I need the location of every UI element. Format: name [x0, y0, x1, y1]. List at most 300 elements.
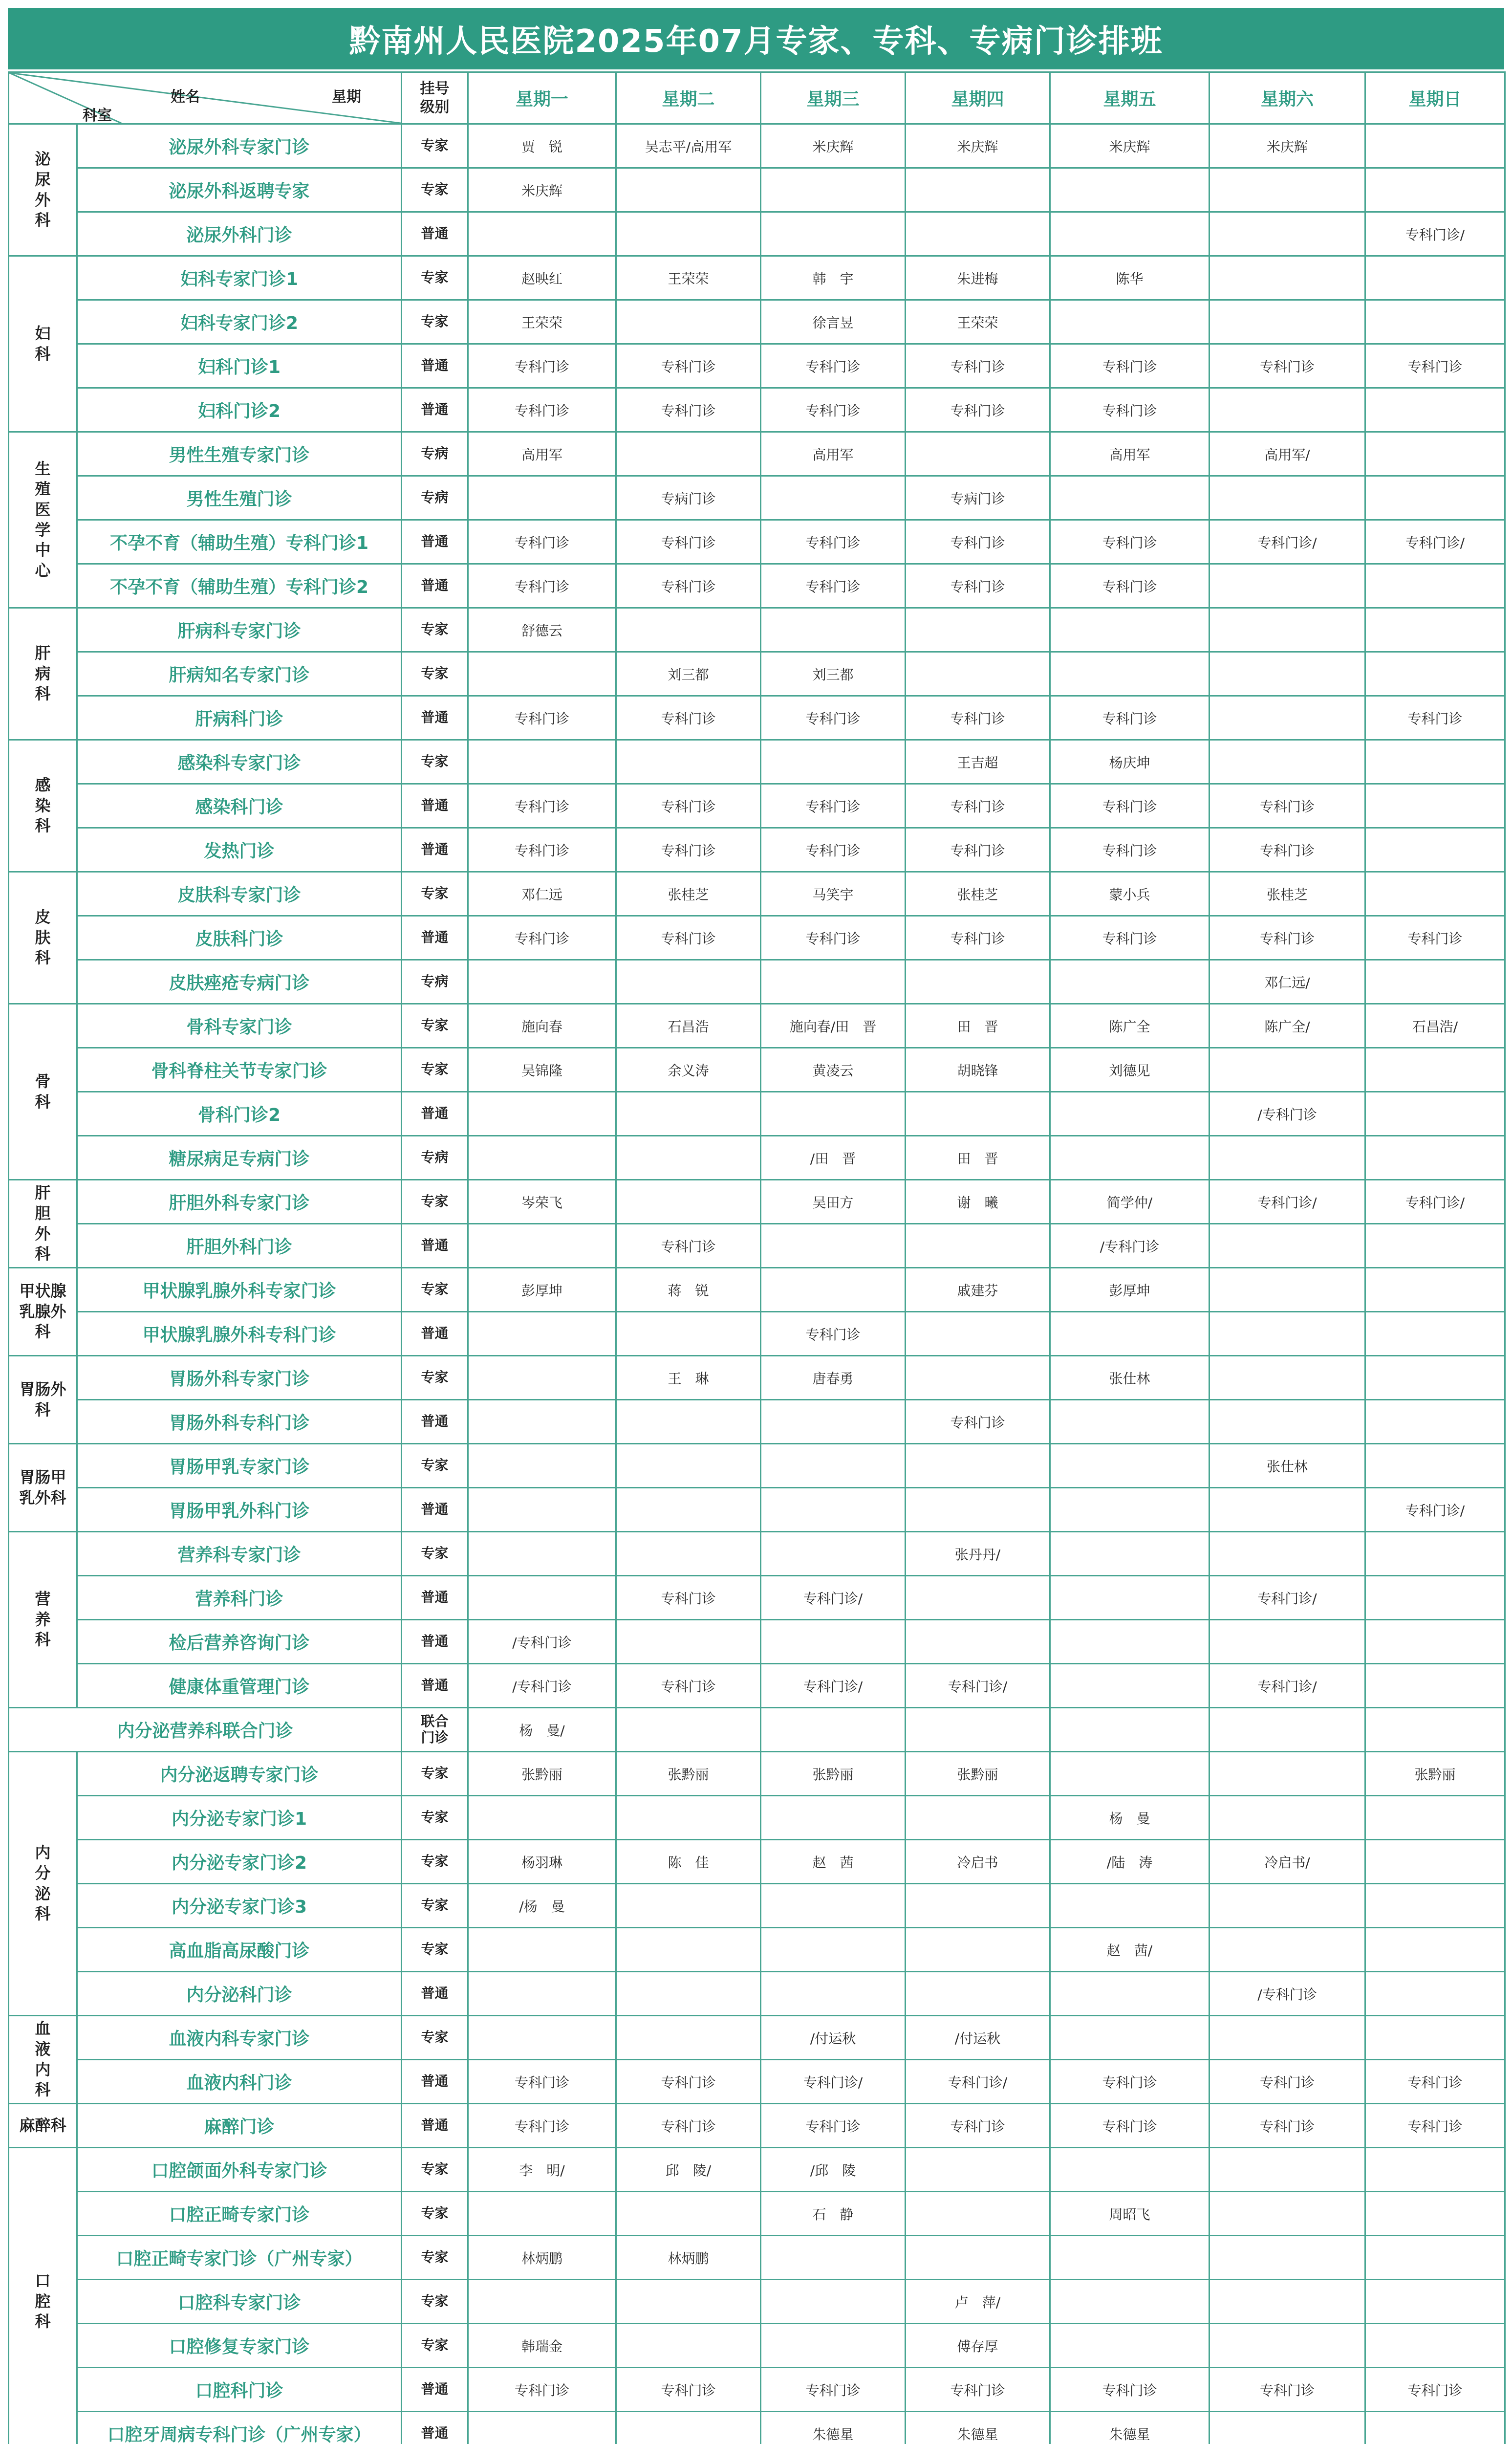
schedule-cell-tue — [616, 1620, 761, 1664]
schedule-cell-mon — [468, 476, 616, 520]
schedule-cell-thu: 专科门诊 — [906, 388, 1050, 432]
schedule-cell-sat: 专科门诊 — [1210, 916, 1365, 960]
schedule-cell-sun: 专科门诊/ — [1365, 520, 1505, 564]
schedule-cell-sun — [1365, 2016, 1505, 2060]
registration-level: 专家 — [402, 124, 468, 168]
registration-level: 普通 — [402, 2368, 468, 2412]
schedule-cell-sat — [1210, 740, 1365, 784]
department-name: 营 养 科 — [9, 1532, 77, 1708]
schedule-cell-mon — [468, 1444, 616, 1488]
schedule-cell-wed: 专科门诊 — [761, 828, 906, 872]
schedule-cell-thu: 田 晋 — [906, 1004, 1050, 1048]
schedule-cell-tue: 专科门诊 — [616, 1576, 761, 1620]
schedule-cell-sun — [1365, 1928, 1505, 1972]
clinic-name: 肝胆外科门诊 — [77, 1224, 402, 1268]
schedule-cell-thu — [906, 212, 1050, 256]
schedule-cell-fri: /专科门诊 — [1050, 1224, 1210, 1268]
clinic-name: 营养科专家门诊 — [77, 1532, 402, 1576]
schedule-cell-sun — [1365, 1444, 1505, 1488]
registration-level: 专家 — [402, 300, 468, 344]
schedule-cell-sat: 专科门诊/ — [1210, 1664, 1365, 1708]
schedule-cell-wed — [761, 1972, 906, 2016]
schedule-row — [9, 300, 1505, 344]
schedule-cell-sat — [1210, 1400, 1365, 1444]
schedule-cell-tue: 专科门诊 — [616, 2104, 761, 2148]
schedule-cell-fri: /陆 涛 — [1050, 1840, 1210, 1884]
schedule-cell-thu — [906, 1092, 1050, 1136]
schedule-cell-sun — [1365, 740, 1505, 784]
registration-level: 专家 — [402, 1532, 468, 1576]
schedule-cell-mon: 专科门诊 — [468, 520, 616, 564]
schedule-cell-tue — [616, 1400, 761, 1444]
schedule-cell-sat — [1210, 1488, 1365, 1532]
schedule-cell-thu: 冷启书 — [906, 1840, 1050, 1884]
schedule-cell-mon — [468, 960, 616, 1004]
schedule-cell-tue — [616, 1136, 761, 1180]
schedule-cell-thu: 专科门诊 — [906, 828, 1050, 872]
registration-level: 专家 — [402, 1444, 468, 1488]
schedule-row — [9, 1224, 1505, 1268]
schedule-cell-tue — [616, 1928, 761, 1972]
schedule-row — [9, 168, 1505, 212]
schedule-cell-fri: 高用军 — [1050, 432, 1210, 476]
schedule-cell-mon — [468, 1972, 616, 2016]
schedule-cell-sun — [1365, 2412, 1505, 2444]
schedule-cell-wed — [761, 1488, 906, 1532]
schedule-cell-sat — [1210, 2412, 1365, 2444]
schedule-cell-thu: 朱德星 — [906, 2412, 1050, 2444]
clinic-name: 营养科门诊 — [77, 1576, 402, 1620]
schedule-row — [9, 1972, 1505, 2016]
schedule-cell-sat — [1210, 608, 1365, 652]
clinic-name: 内分泌科门诊 — [77, 1972, 402, 2016]
schedule-cell-wed — [761, 212, 906, 256]
schedule-cell-thu: 王荣荣 — [906, 300, 1050, 344]
schedule-cell-fri — [1050, 1620, 1210, 1664]
schedule-cell-mon — [468, 1532, 616, 1576]
schedule-cell-sat — [1210, 2192, 1365, 2236]
schedule-cell-wed: 赵 茜 — [761, 1840, 906, 1884]
registration-level: 专家 — [402, 1356, 468, 1400]
page-title: 黔南州人民医院2025年07月专家、专科、专病门诊排班 — [349, 23, 1163, 60]
schedule-cell-thu — [906, 168, 1050, 212]
schedule-row — [9, 1136, 1505, 1180]
clinic-name: 内分泌专家门诊1 — [77, 1796, 402, 1840]
schedule-cell-mon — [468, 1400, 616, 1444]
registration-level: 普通 — [402, 388, 468, 432]
schedule-row — [9, 124, 1505, 168]
schedule-cell-wed: 朱德星 — [761, 2412, 906, 2444]
schedule-cell-wed: 专科门诊/ — [761, 2060, 906, 2104]
schedule-cell-sun — [1365, 2236, 1505, 2280]
registration-level: 专病 — [402, 1136, 468, 1180]
schedule-cell-tue: 专科门诊 — [616, 696, 761, 740]
schedule-cell-tue: 专病门诊 — [616, 476, 761, 520]
schedule-cell-wed: /付运秋 — [761, 2016, 906, 2060]
schedule-row — [9, 1884, 1505, 1928]
schedule-cell-tue — [616, 2016, 761, 2060]
schedule-cell-tue: 专科门诊 — [616, 564, 761, 608]
schedule-cell-sat — [1210, 1928, 1365, 1972]
schedule-cell-tue: 专科门诊 — [616, 1224, 761, 1268]
schedule-cell-wed: 专科门诊 — [761, 696, 906, 740]
schedule-cell-fri — [1050, 2016, 1210, 2060]
schedule-cell-fri — [1050, 1400, 1210, 1444]
schedule-row — [9, 1840, 1505, 1884]
schedule-cell-sat: 专科门诊 — [1210, 784, 1365, 828]
schedule-cell-fri — [1050, 1576, 1210, 1620]
schedule-cell-thu: 卢 萍/ — [906, 2280, 1050, 2324]
schedule-cell-thu — [906, 1620, 1050, 1664]
schedule-cell-fri — [1050, 2324, 1210, 2368]
clinic-name: 骨科门诊2 — [77, 1092, 402, 1136]
schedule-cell-fri: 蒙小兵 — [1050, 872, 1210, 916]
schedule-cell-wed: /田 晋 — [761, 1136, 906, 1180]
schedule-cell-fri — [1050, 1312, 1210, 1356]
clinic-name: 血液内科门诊 — [77, 2060, 402, 2104]
schedule-cell-mon: 施向春 — [468, 1004, 616, 1048]
schedule-cell-sat — [1210, 1796, 1365, 1840]
schedule-cell-mon: 邓仁远 — [468, 872, 616, 916]
schedule-cell-fri: 专科门诊 — [1050, 564, 1210, 608]
schedule-cell-wed: 专科门诊/ — [761, 1576, 906, 1620]
schedule-cell-mon: 专科门诊 — [468, 2368, 616, 2412]
schedule-cell-sun — [1365, 1532, 1505, 1576]
schedule-cell-fri — [1050, 2148, 1210, 2192]
schedule-row — [9, 388, 1505, 432]
registration-level: 专家 — [402, 1004, 468, 1048]
schedule-cell-thu: 戚建芬 — [906, 1268, 1050, 1312]
schedule-cell-thu — [906, 1884, 1050, 1928]
schedule-cell-mon — [468, 2016, 616, 2060]
clinic-name: 甲状腺乳腺外科专家门诊 — [77, 1268, 402, 1312]
registration-level: 普通 — [402, 2412, 468, 2444]
schedule-cell-sun — [1365, 784, 1505, 828]
schedule-row — [9, 608, 1505, 652]
schedule-row — [9, 256, 1505, 300]
schedule-cell-fri — [1050, 960, 1210, 1004]
schedule-cell-mon: 林炳鹏 — [468, 2236, 616, 2280]
clinic-name: 口腔科专家门诊 — [77, 2280, 402, 2324]
schedule-cell-tue: 蒋 锐 — [616, 1268, 761, 1312]
header-corner-cell — [9, 72, 402, 124]
schedule-row — [9, 916, 1505, 960]
schedule-row — [9, 1092, 1505, 1136]
registration-level: 专家 — [402, 1840, 468, 1884]
schedule-cell-fri — [1050, 300, 1210, 344]
schedule-cell-mon: 舒德云 — [468, 608, 616, 652]
clinic-name: 胃肠甲乳专家门诊 — [77, 1444, 402, 1488]
schedule-cell-sat: 专科门诊 — [1210, 2060, 1365, 2104]
schedule-cell-sat: 米庆辉 — [1210, 124, 1365, 168]
schedule-cell-wed: 施向春/田 晋 — [761, 1004, 906, 1048]
schedule-cell-wed: 刘三都 — [761, 652, 906, 696]
schedule-cell-wed — [761, 476, 906, 520]
schedule-cell-tue: 专科门诊 — [616, 520, 761, 564]
schedule-cell-fri — [1050, 608, 1210, 652]
schedule-cell-wed — [761, 2280, 906, 2324]
schedule-table — [8, 71, 1506, 2444]
schedule-cell-tue: 专科门诊 — [616, 344, 761, 388]
schedule-cell-mon: 专科门诊 — [468, 828, 616, 872]
schedule-cell-fri — [1050, 1664, 1210, 1708]
schedule-cell-sat — [1210, 212, 1365, 256]
schedule-cell-sat: 专科门诊/ — [1210, 520, 1365, 564]
schedule-cell-mon — [468, 2412, 616, 2444]
schedule-cell-mon: 专科门诊 — [468, 2060, 616, 2104]
schedule-row — [9, 872, 1505, 916]
department-name: 肝 病 科 — [9, 608, 77, 740]
schedule-cell-sun — [1365, 1224, 1505, 1268]
clinic-name: 健康体重管理门诊 — [77, 1664, 402, 1708]
schedule-cell-tue: 吴志平/高用军 — [616, 124, 761, 168]
schedule-cell-wed: /邱 陵 — [761, 2148, 906, 2192]
schedule-cell-fri — [1050, 212, 1210, 256]
schedule-cell-sun — [1365, 2192, 1505, 2236]
schedule-cell-sat: 冷启书/ — [1210, 1840, 1365, 1884]
clinic-name: 妇科专家门诊1 — [77, 256, 402, 300]
schedule-cell-sun — [1365, 1312, 1505, 1356]
schedule-cell-tue: 专科门诊 — [616, 388, 761, 432]
registration-level: 专家 — [402, 1268, 468, 1312]
schedule-cell-fri: 专科门诊 — [1050, 784, 1210, 828]
schedule-cell-sat — [1210, 1312, 1365, 1356]
schedule-cell-sat — [1210, 1048, 1365, 1092]
schedule-cell-wed: 专科门诊 — [761, 520, 906, 564]
registration-level: 普通 — [402, 564, 468, 608]
schedule-cell-sun — [1365, 1576, 1505, 1620]
schedule-cell-tue: 陈 佳 — [616, 1840, 761, 1884]
schedule-cell-fri: 周昭飞 — [1050, 2192, 1210, 2236]
header-day-tue: 星期二 — [616, 72, 761, 124]
schedule-cell-sun — [1365, 432, 1505, 476]
registration-level: 普通 — [402, 2060, 468, 2104]
schedule-cell-tue — [616, 1444, 761, 1488]
schedule-cell-mon: 杨 曼/ — [468, 1708, 616, 1752]
department-name: 骨 科 — [9, 1004, 77, 1180]
schedule-cell-wed: 专科门诊 — [761, 388, 906, 432]
registration-level: 专家 — [402, 608, 468, 652]
schedule-cell-wed: 张黔丽 — [761, 1752, 906, 1796]
schedule-cell-fri: 杨 曼 — [1050, 1796, 1210, 1840]
schedule-cell-tue — [616, 740, 761, 784]
clinic-name: 发热门诊 — [77, 828, 402, 872]
schedule-row — [9, 1576, 1505, 1620]
schedule-cell-thu — [906, 1444, 1050, 1488]
schedule-cell-mon: 赵映红 — [468, 256, 616, 300]
schedule-cell-mon — [468, 212, 616, 256]
registration-level: 专家 — [402, 2236, 468, 2280]
schedule-cell-sun — [1365, 1884, 1505, 1928]
schedule-row — [9, 784, 1505, 828]
registration-level: 普通 — [402, 344, 468, 388]
schedule-cell-sun — [1365, 1796, 1505, 1840]
schedule-cell-wed — [761, 168, 906, 212]
registration-level: 普通 — [402, 1092, 468, 1136]
header-day-mon: 星期一 — [468, 72, 616, 124]
schedule-cell-sun — [1365, 960, 1505, 1004]
schedule-cell-sat — [1210, 1884, 1365, 1928]
registration-level: 普通 — [402, 1312, 468, 1356]
schedule-cell-thu: 专科门诊 — [906, 916, 1050, 960]
schedule-cell-thu — [906, 652, 1050, 696]
department-name: 皮 肤 科 — [9, 872, 77, 1004]
schedule-row — [9, 2104, 1505, 2148]
schedule-cell-mon: 吴锦隆 — [468, 1048, 616, 1092]
schedule-cell-thu: 专科门诊 — [906, 2368, 1050, 2412]
registration-level: 普通 — [402, 1488, 468, 1532]
schedule-cell-fri — [1050, 168, 1210, 212]
schedule-cell-thu: 张丹丹/ — [906, 1532, 1050, 1576]
schedule-cell-fri: 专科门诊 — [1050, 828, 1210, 872]
schedule-cell-mon — [468, 2280, 616, 2324]
schedule-cell-thu — [906, 960, 1050, 1004]
schedule-cell-tue: 林炳鹏 — [616, 2236, 761, 2280]
clinic-name: 糖尿病足专病门诊 — [77, 1136, 402, 1180]
schedule-cell-wed — [761, 1224, 906, 1268]
schedule-cell-fri: 专科门诊 — [1050, 696, 1210, 740]
schedule-row — [9, 1488, 1505, 1532]
schedule-cell-sun: 专科门诊/ — [1365, 1180, 1505, 1224]
schedule-cell-sun — [1365, 652, 1505, 696]
clinic-name: 骨科专家门诊 — [77, 1004, 402, 1048]
registration-level: 专家 — [402, 2280, 468, 2324]
schedule-cell-sat — [1210, 300, 1365, 344]
schedule-cell-mon: 王荣荣 — [468, 300, 616, 344]
schedule-cell-fri: 专科门诊 — [1050, 2104, 1210, 2148]
schedule-cell-sun: 专科门诊 — [1365, 344, 1505, 388]
schedule-row — [9, 344, 1505, 388]
schedule-cell-mon — [468, 2192, 616, 2236]
schedule-cell-sun — [1365, 388, 1505, 432]
schedule-cell-sun: 张黔丽 — [1365, 1752, 1505, 1796]
schedule-cell-sat: /专科门诊 — [1210, 1972, 1365, 2016]
schedule-cell-mon — [468, 1356, 616, 1400]
schedule-cell-sat — [1210, 2324, 1365, 2368]
clinic-name: 检后营养咨询门诊 — [77, 1620, 402, 1664]
schedule-cell-sun — [1365, 1664, 1505, 1708]
schedule-cell-wed — [761, 1092, 906, 1136]
registration-level: 联合 门诊 — [402, 1708, 468, 1752]
schedule-cell-tue: 王 琳 — [616, 1356, 761, 1400]
schedule-cell-wed: 专科门诊 — [761, 916, 906, 960]
schedule-cell-sat — [1210, 696, 1365, 740]
schedule-row — [9, 1796, 1505, 1840]
schedule-cell-thu — [906, 1972, 1050, 2016]
schedule-cell-thu — [906, 432, 1050, 476]
schedule-body — [9, 124, 1505, 2444]
registration-level: 专家 — [402, 1884, 468, 1928]
schedule-row — [9, 1664, 1505, 1708]
registration-level: 专家 — [402, 1048, 468, 1092]
schedule-cell-sat: 专科门诊/ — [1210, 1576, 1365, 1620]
schedule-cell-fri: 专科门诊 — [1050, 520, 1210, 564]
schedule-cell-sat — [1210, 1752, 1365, 1796]
schedule-cell-sat — [1210, 1356, 1365, 1400]
schedule-cell-fri: 专科门诊 — [1050, 344, 1210, 388]
schedule-cell-tue — [616, 1532, 761, 1576]
schedule-cell-mon: 高用军 — [468, 432, 616, 476]
schedule-cell-sat — [1210, 256, 1365, 300]
schedule-cell-mon: 专科门诊 — [468, 916, 616, 960]
schedule-cell-wed: 唐春勇 — [761, 1356, 906, 1400]
schedule-cell-sun: 专科门诊 — [1365, 2104, 1505, 2148]
schedule-cell-thu — [906, 608, 1050, 652]
registration-level: 普通 — [402, 1620, 468, 1664]
schedule-cell-wed: 韩 宇 — [761, 256, 906, 300]
registration-level: 专家 — [402, 256, 468, 300]
schedule-cell-tue: 张黔丽 — [616, 1752, 761, 1796]
schedule-row — [9, 2016, 1505, 2060]
schedule-cell-tue — [616, 212, 761, 256]
schedule-cell-sat: 高用军/ — [1210, 432, 1365, 476]
schedule-cell-tue — [616, 1488, 761, 1532]
schedule-cell-fri: 专科门诊 — [1050, 916, 1210, 960]
clinic-name: 男性生殖门诊 — [77, 476, 402, 520]
schedule-row — [9, 1312, 1505, 1356]
schedule-cell-wed: 专科门诊/ — [761, 1664, 906, 1708]
schedule-cell-sat — [1210, 564, 1365, 608]
clinic-name: 肝胆外科专家门诊 — [77, 1180, 402, 1224]
schedule-cell-sat: 专科门诊 — [1210, 2104, 1365, 2148]
schedule-cell-thu: 专科门诊 — [906, 696, 1050, 740]
schedule-row — [9, 1356, 1505, 1400]
schedule-cell-wed: 专科门诊 — [761, 564, 906, 608]
schedule-row — [9, 1928, 1505, 1972]
schedule-cell-tue: 专科门诊 — [616, 2060, 761, 2104]
schedule-cell-sun — [1365, 1048, 1505, 1092]
schedule-cell-wed: 石 静 — [761, 2192, 906, 2236]
registration-level: 普通 — [402, 696, 468, 740]
schedule-cell-mon: 专科门诊 — [468, 564, 616, 608]
schedule-cell-sun — [1365, 1972, 1505, 2016]
schedule-cell-tue — [616, 608, 761, 652]
header-day-sat: 星期六 — [1210, 72, 1365, 124]
clinic-name: 不孕不育（辅助生殖）专科门诊1 — [77, 520, 402, 564]
schedule-cell-tue — [616, 1884, 761, 1928]
schedule-cell-wed: 徐言昱 — [761, 300, 906, 344]
schedule-cell-tue — [616, 960, 761, 1004]
schedule-cell-mon: 专科门诊 — [468, 784, 616, 828]
schedule-cell-wed — [761, 1884, 906, 1928]
schedule-cell-sun — [1365, 564, 1505, 608]
schedule-cell-thu: 张桂芝 — [906, 872, 1050, 916]
schedule-cell-mon: /专科门诊 — [468, 1620, 616, 1664]
schedule-cell-sun: 专科门诊 — [1365, 696, 1505, 740]
schedule-cell-tue — [616, 1092, 761, 1136]
schedule-cell-wed — [761, 1708, 906, 1752]
registration-level: 普通 — [402, 1576, 468, 1620]
header-day-sun: 星期日 — [1365, 72, 1505, 124]
schedule-cell-mon — [468, 740, 616, 784]
schedule-cell-wed — [761, 1928, 906, 1972]
schedule-cell-sun — [1365, 256, 1505, 300]
schedule-cell-tue — [616, 2280, 761, 2324]
registration-level: 普通 — [402, 916, 468, 960]
registration-level: 普通 — [402, 784, 468, 828]
schedule-cell-mon — [468, 1312, 616, 1356]
schedule-cell-sat — [1210, 1532, 1365, 1576]
schedule-cell-wed — [761, 740, 906, 784]
schedule-cell-mon — [468, 1488, 616, 1532]
header-row — [9, 72, 1505, 124]
schedule-cell-fri — [1050, 1488, 1210, 1532]
registration-level: 普通 — [402, 212, 468, 256]
schedule-cell-sat: /专科门诊 — [1210, 1092, 1365, 1136]
registration-level: 专家 — [402, 1928, 468, 1972]
clinic-name: 泌尿外科门诊 — [77, 212, 402, 256]
schedule-cell-thu — [906, 1576, 1050, 1620]
